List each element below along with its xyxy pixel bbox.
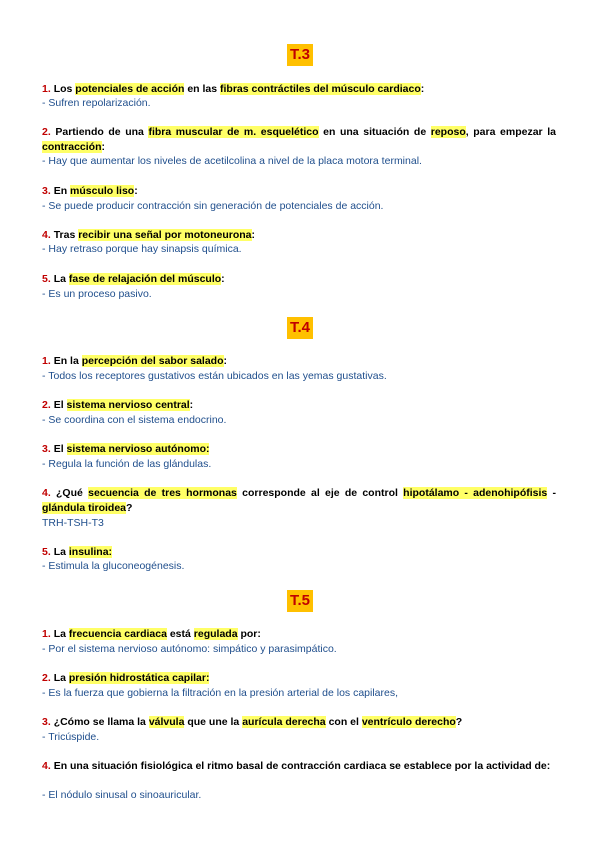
- question: 1. En la percepción del sabor salado:: [42, 355, 227, 367]
- question: 3. En músculo liso:: [42, 185, 138, 197]
- answer: - Hay retraso porque hay sinapsis química.: [42, 243, 242, 255]
- question: 3. ¿Cómo se llama la válvula que une la aurícula derecha con el ventrículo derecho?: [42, 716, 463, 728]
- answer: - Es la fuerza que gobierna la filtración en la presión arterial de los capilares,: [42, 687, 399, 699]
- answer: - Estimula la gluconeogénesis.: [42, 560, 185, 572]
- answer: - Se puede producir contracción sin generación de potenciales de acción.: [42, 200, 384, 212]
- section-title-t3: T.3: [0, 44, 600, 66]
- question: 4. ¿Qué secuencia de tres hormonas corresponde al eje de control hipotálamo - adenohipófisis - glándula tiroidea?: [42, 487, 556, 514]
- question: 5. La fase de relajación del músculo:: [42, 273, 225, 285]
- answer: - Hay que aumentar los niveles de acetilcolina a nivel de la placa motora terminal.: [42, 155, 422, 167]
- question: 1. La frecuencia cardiaca está regulada por:: [42, 628, 261, 640]
- answer: - Por el sistema nervioso autónomo: simpático y parasimpático.: [42, 643, 337, 655]
- answer: - El nódulo sinusal o sinoauricular.: [42, 789, 202, 801]
- question: 5. La insulina:: [42, 546, 113, 558]
- answer: - Es un proceso pasivo.: [42, 288, 152, 300]
- question: 2. La presión hidrostática capilar:: [42, 672, 210, 684]
- answer: - Se coordina con el sistema endocrino.: [42, 414, 227, 426]
- question: 4. Tras recibir una señal por motoneurona:: [42, 229, 255, 241]
- answer: - Todos los receptores gustativos están ubicados en las yemas gustativas.: [42, 370, 387, 382]
- section-title-t4: T.4: [0, 317, 600, 339]
- question: 2. El sistema nervioso central:: [42, 399, 194, 411]
- question: 1. Los potenciales de acción en las fibras contráctiles del músculo cardiaco:: [42, 83, 425, 95]
- section-title-t5: T.5: [0, 590, 600, 612]
- answer: TRH-TSH-T3: [42, 517, 104, 529]
- answer: - Tricúspide.: [42, 731, 100, 743]
- question: 2. Partiendo de una fibra muscular de m. esquelético en una situación de reposo, para empezar la contracción:: [42, 126, 556, 153]
- answer: - Sufren repolarización.: [42, 97, 151, 109]
- answer: - Regula la función de las glándulas.: [42, 458, 212, 470]
- question: 3. El sistema nervioso autónomo:: [42, 443, 210, 455]
- question: 4. En una situación fisiológica el ritmo basal de contracción cardiaca se establece por la actividad de:: [42, 760, 551, 772]
